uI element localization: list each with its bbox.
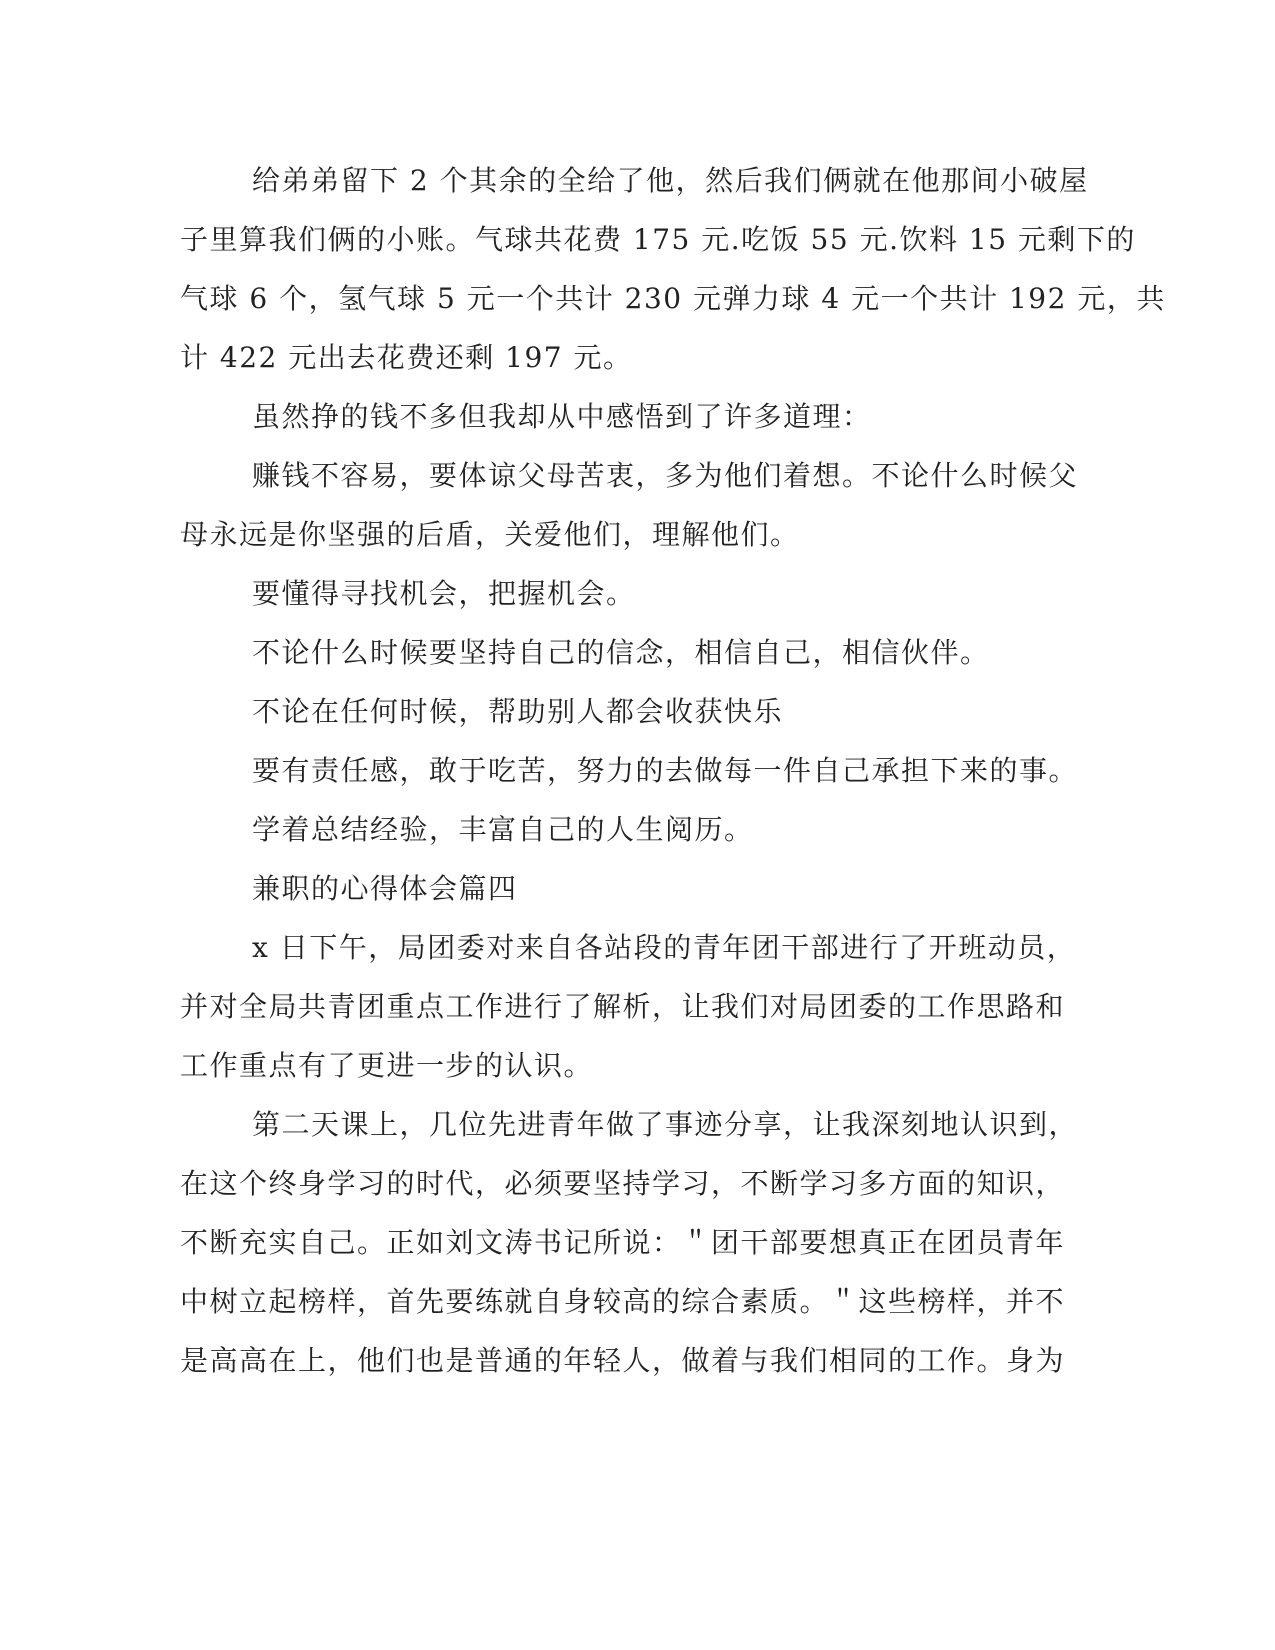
paragraph: [180, 800, 1040, 859]
paragraph: [180, 151, 1166, 387]
paragraph: [180, 446, 1079, 564]
text-line: x 日下午，局团委对来自各站段的青年团干部进行了开班动员，: [252, 931, 1077, 964]
text-line: 并对全局共青团重点工作进行了解析，让我们对局团委的工作思路和: [180, 990, 1066, 1023]
text-line: 母永远是你坚强的后盾，关爱他们，理解他们。: [180, 518, 800, 551]
text-line: 赚钱不容易，要体谅父母苦衷，多为他们着想。不论什么时候父: [252, 459, 1079, 492]
paragraph: [180, 918, 1077, 1095]
section-heading: [180, 859, 1040, 918]
section-heading-text: 兼职的心得体会篇四: [252, 872, 518, 905]
text-line: 虽然挣的钱不多但我却从中感悟到了许多道理：: [252, 400, 872, 433]
paragraph: [180, 564, 1040, 623]
text-line: 学着总结经验，丰富自己的人生阅历。: [252, 813, 754, 846]
text-line: 在这个终身学习的时代，必须要坚持学习，不断学习多方面的知识，: [180, 1167, 1066, 1200]
text-line: 工作重点有了更进一步的认识。: [180, 1049, 594, 1082]
text-line: 要有责任感，敢于吃苦，努力的去做每一件自己承担下来的事。: [252, 754, 1079, 787]
text-line: 不论在任何时候，帮助别人都会收获快乐: [252, 695, 784, 728]
paragraph: [180, 682, 1040, 741]
text-line: 计 422 元出去花费还剩 197 元。: [180, 341, 633, 374]
paragraph: [180, 1095, 1079, 1390]
paragraph: [180, 387, 1040, 446]
text-line: 不论什么时候要坚持自己的信念，相信自己，相信伙伴。: [252, 636, 990, 669]
text-line: 中树立起榜样，首先要练就自身较高的综合素质。＂这些榜样，并不: [180, 1285, 1066, 1318]
text-line: 要懂得寻找机会，把握机会。: [252, 577, 636, 610]
text-line: 给弟弟留下 2 个其余的全给了他，然后我们俩就在他那间小破屋: [252, 164, 1089, 197]
paragraph: [180, 623, 1040, 682]
text-line: 不断充实自己。正如刘文涛书记所说：＂团干部要想真正在团员青年: [180, 1226, 1066, 1259]
text-line: 气球 6 个，氢气球 5 元一个共计 230 元弹力球 4 元一个共计 192 元，共: [180, 282, 1166, 315]
paragraph: [180, 741, 1079, 800]
text-line: 子里算我们俩的小账。气球共花费 175 元.吃饭 55 元.饮料 15 元剩下的: [180, 223, 1136, 256]
text-line: 是高高在上，他们也是普通的年轻人，做着与我们相同的工作。身为: [180, 1344, 1066, 1377]
document-body: [180, 151, 1166, 1390]
text-line: 第二天课上，几位先进青年做了事迹分享，让我深刻地认识到，: [252, 1108, 1079, 1141]
